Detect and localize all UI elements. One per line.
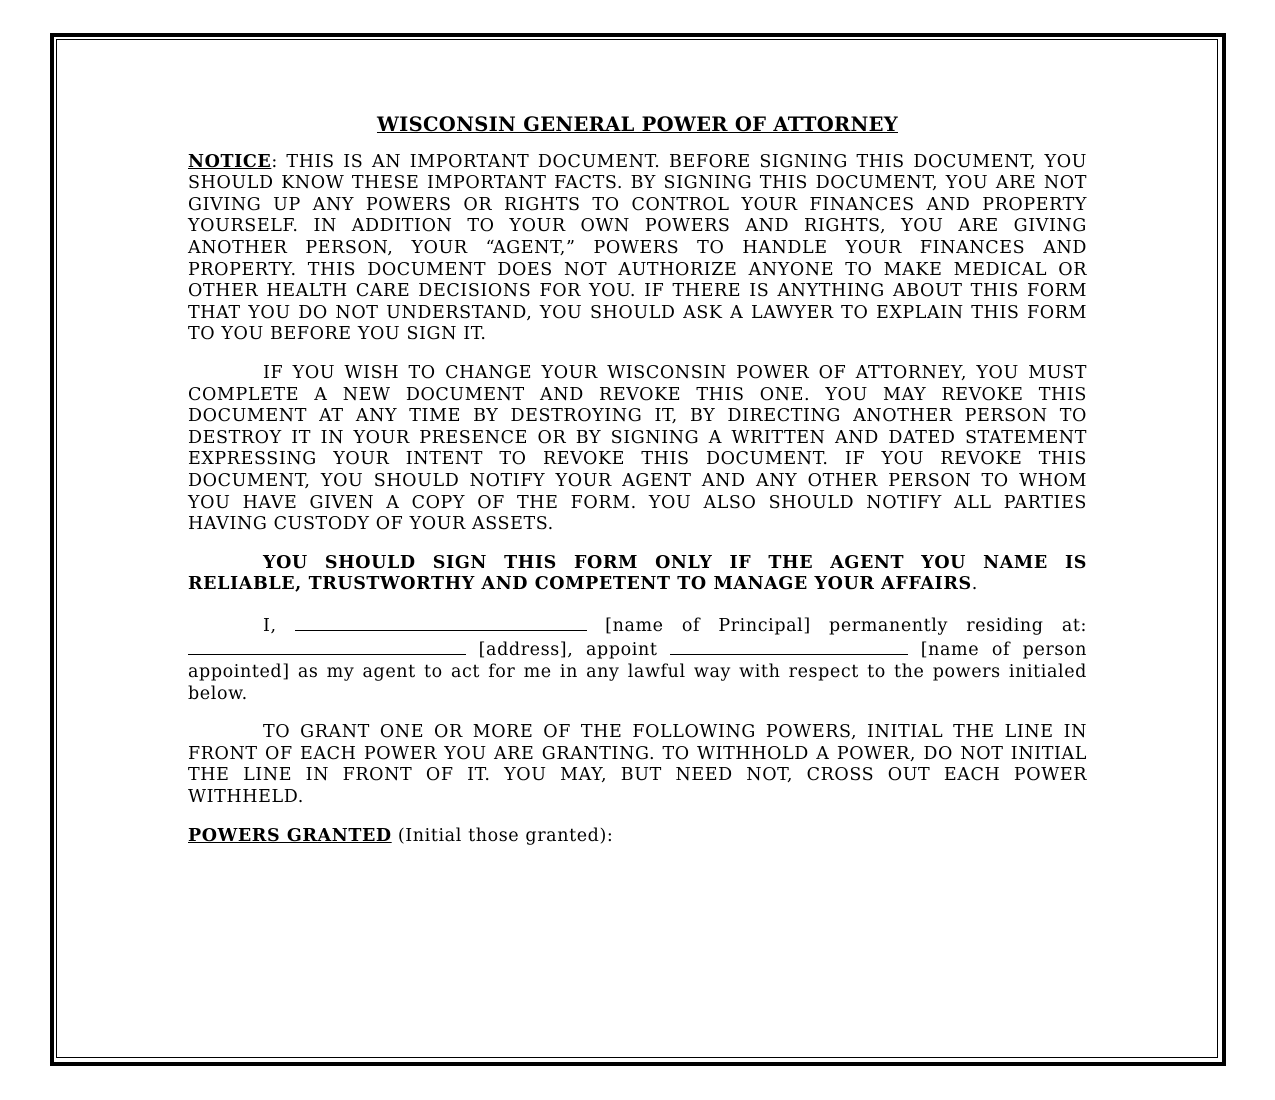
- grant-instructions-paragraph: TO GRANT ONE OR MORE OF THE FOLLOWING POWERS, INITIAL THE LINE IN FRONT OF EACH POWER YOU ARE GRANTING. TO WITHHOLD A POWER, DO NOT INITIAL THE LINE IN FRONT OF IT. YOU MAY, BUT NEED NOT, CROSS OUT EACH POWER WITHHELD.: [188, 722, 1087, 808]
- document-title: WISCONSIN GENERAL POWER OF ATTORNEY: [376, 113, 898, 136]
- notice-paragraph: [188, 152, 1087, 346]
- warning-paragraph: [188, 553, 1087, 596]
- principal-name-field[interactable]: [295, 613, 587, 631]
- notice-text: : THIS IS AN IMPORTANT DOCUMENT. BEFORE SIGNING THIS DOCUMENT, YOU SHOULD KNOW THESE IMPORTANT FACTS. BY SIGNING THIS DOCUMENT, YOU ARE NOT GIVING UP ANY POWERS OR RIGHTS TO CONTROL YOUR FINANCES AND PROPERTY YOURSELF. IN ADDITION TO YOUR OWN POWERS AND RIGHTS, YOU ARE GIVING ANOTHER PERSON, YOUR “AGENT,” POWERS TO HANDLE YOUR FINANCES AND PROPERTY. THIS DOCUMENT DOES NOT AUTHORIZE ANYONE TO MAKE MEDICAL OR OTHER HEALTH CARE DECISIONS FOR YOU. IF THERE IS ANYTHING ABOUT THIS FORM THAT YOU DO NOT UNDERSTAND, YOU SHOULD ASK A LAWYER TO EXPLAIN THIS FORM TO YOU BEFORE YOU SIGN IT.: [188, 151, 1087, 345]
- powers-granted-label: POWERS GRANTED: [188, 825, 392, 846]
- appointment-prefix: I,: [263, 615, 277, 636]
- principal-label: [name of Principal] permanently residing at:: [605, 615, 1087, 636]
- revoke-paragraph: IF YOU WISH TO CHANGE YOUR WISCONSIN POWER OF ATTORNEY, YOU MUST COMPLETE A NEW DOCUMENT AND REVOKE THIS ONE. YOU MAY REVOKE THIS DOCUMENT AT ANY TIME BY DESTROYING IT, BY DIRECTING ANOTHER PERSON TO DESTROY IT IN YOUR PRESENCE OR BY SIGNING A WRITTEN AND DATED STATEMENT EXPRESSING YOUR INTENT TO REVOKE THIS DOCUMENT. IF YOU REVOKE THIS DOCUMENT, YOU SHOULD NOTIFY YOUR AGENT AND ANY OTHER PERSON TO WHOM YOU HAVE GIVEN A COPY OF THE FORM. YOU ALSO SHOULD NOTIFY ALL PARTIES HAVING CUSTODY OF YOUR ASSETS.: [188, 362, 1087, 535]
- powers-granted-heading: [188, 826, 1087, 848]
- address-field[interactable]: [188, 637, 466, 655]
- warning-period: .: [971, 574, 978, 595]
- appointment-rest: [name of person appointed] as my agent to act for me in any lawful way with respect to the powers initialed below.: [188, 640, 1087, 704]
- appointment-paragraph: [188, 613, 1087, 705]
- powers-granted-note: (Initial those granted):: [397, 825, 614, 846]
- agent-name-field[interactable]: [670, 637, 908, 655]
- notice-label: NOTICE: [188, 151, 272, 172]
- warning-text: YOU SHOULD SIGN THIS FORM ONLY IF THE AGENT YOU NAME IS RELIABLE, TRUSTWORTHY AND COMPETENT TO MANAGE YOUR AFFAIRS: [188, 552, 1087, 595]
- document-body: [188, 114, 1087, 864]
- address-label: [address], appoint: [478, 640, 658, 661]
